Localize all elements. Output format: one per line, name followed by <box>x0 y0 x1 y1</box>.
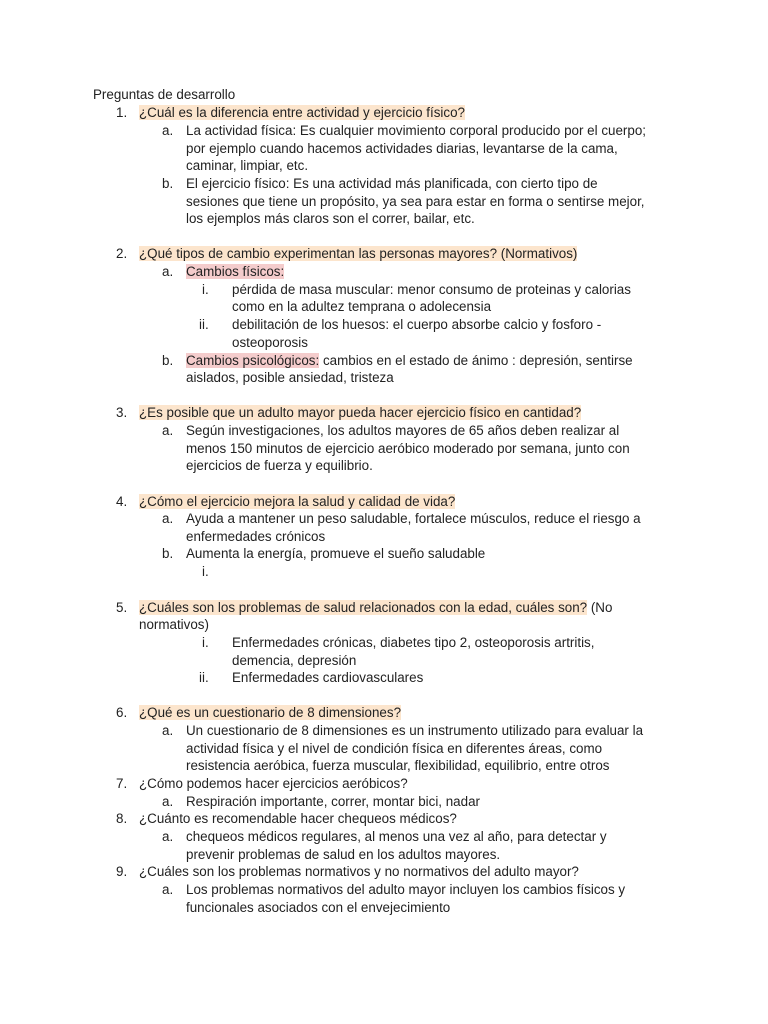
answer-line: Los problemas normativos del adulto mayor incluyen los cambios físicos y <box>186 882 626 897</box>
question-text <box>139 404 581 422</box>
answer-line: osteoporosis <box>232 335 308 350</box>
answer-line: caminar, limpiar, etc. <box>186 158 309 173</box>
question-text <box>139 599 612 617</box>
answer-line: Enfermedades cardiovasculares <box>232 670 424 685</box>
question-text <box>139 704 401 722</box>
item-marker: b. <box>162 546 174 561</box>
answer-line: Según investigaciones, los adultos mayores de 65 años deben realizar al <box>186 423 620 438</box>
item-marker: a. <box>162 511 174 526</box>
item-marker: a. <box>162 882 174 897</box>
question-number: 8. <box>116 811 128 826</box>
answer-line: La actividad física: Es cualquier movimiento corporal producido por el cuerpo; <box>186 123 646 138</box>
item-marker: a. <box>162 794 174 809</box>
answer-line: debilitación de los huesos: el cuerpo absorbe calcio y fosforo - <box>232 317 602 332</box>
question-highlight: ¿Qué es un cuestionario de 8 dimensiones? <box>139 705 402 720</box>
sub-item-marker: ii. <box>199 317 209 332</box>
question-highlight: ¿Cuál es la diferencia entre actividad y ejercicio físico? <box>139 105 465 120</box>
item-marker: b. <box>162 353 174 368</box>
answer-line: Enfermedades crónicas, diabetes tipo 2, osteoporosis artritis, <box>232 635 595 650</box>
answer-line: como en la adultez temprana o adolecensia <box>232 299 492 314</box>
question-highlight: ¿Cómo el ejercicio mejora la salud y calidad de vida? <box>139 494 456 509</box>
answer-line: sesiones que tiene un propósito, ya sea para estar en forma o sentirse mejor, <box>186 194 645 209</box>
question-number: 4. <box>116 494 128 509</box>
question-text: ¿Cuánto es recomendable hacer chequeos médicos? <box>139 811 457 826</box>
page-title: Preguntas de desarrollo <box>93 87 236 102</box>
item-marker: a. <box>162 423 174 438</box>
question-text <box>139 104 465 122</box>
item-marker: a. <box>162 264 174 279</box>
answer-line: El ejercicio físico: Es una actividad más planificada, con cierto tipo de <box>186 176 598 191</box>
answer-line: Un cuestionario de 8 dimensiones es un instrumento utilizado para evaluar la <box>186 723 644 738</box>
answer-line: Aumenta la energía, promueve el sueño saludable <box>186 546 486 561</box>
label-highlight: Cambios físicos: <box>186 264 285 279</box>
label-highlight: Cambios psicológicos: <box>186 353 320 368</box>
answer-label <box>186 263 284 281</box>
answer-line: aislados, posible ansiedad, tristeza <box>186 370 394 385</box>
answer-line: resistencia aeróbica, fuerza muscular, flexibilidad, equilibrio, entre otros <box>186 758 610 773</box>
question-text <box>139 245 577 263</box>
answer-line: demencia, depresión <box>232 653 357 668</box>
question-number: 7. <box>116 776 128 791</box>
question-text: ¿Cuáles son los problemas normativos y no normativos del adulto mayor? <box>139 864 579 879</box>
question-highlight: ¿Cuáles son los problemas de salud relacionados con la edad, cuáles son? <box>139 600 588 615</box>
question-highlight: ¿Es posible que un adulto mayor pueda hacer ejercicio físico en cantidad? <box>139 405 582 420</box>
sub-item-marker: i. <box>202 564 209 579</box>
question-number: 2. <box>116 246 128 261</box>
question-text: ¿Cómo podemos hacer ejercicios aeróbicos? <box>139 776 408 791</box>
question-number: 3. <box>116 405 128 420</box>
question-number: 5. <box>116 600 128 615</box>
question-number: 6. <box>116 705 128 720</box>
item-marker: b. <box>162 176 174 191</box>
sub-item-marker: i. <box>202 282 209 297</box>
answer-line: chequeos médicos regulares, al menos una vez al año, para detectar y <box>186 829 607 844</box>
question-number: 9. <box>116 864 128 879</box>
question-highlight: ¿Qué tipos de cambio experimentan las personas mayores? (Normativos) <box>139 246 578 261</box>
answer-line: actividad física y el nivel de condición física en diferentes áreas, como <box>186 741 603 756</box>
question-suffix: (No <box>587 600 613 615</box>
item-marker: a. <box>162 829 174 844</box>
answer-line: por ejemplo cuando hacemos actividades diarias, levantarse de la cama, <box>186 141 618 156</box>
answer-line: pérdida de masa muscular: menor consumo de proteinas y calorias <box>232 282 631 297</box>
sub-item-marker: i. <box>202 635 209 650</box>
answer-text: cambios en el estado de ánimo : depresión, sentirse <box>319 353 633 368</box>
answer-line: ejercicios de fuerza y equilibrio. <box>186 458 373 473</box>
answer-line: prevenir problemas de salud en los adultos mayores. <box>186 847 501 862</box>
answer-line: los ejemplos más claros son el correr, bailar, etc. <box>186 211 475 226</box>
answer-line: Respiración importante, correr, montar bici, nadar <box>186 794 480 809</box>
answer-line: funcionales asociados con el envejecimiento <box>186 900 451 915</box>
question-text: normativos) <box>139 617 209 632</box>
answer-line: Ayuda a mantener un peso saludable, fortalece músculos, reduce el riesgo a <box>186 511 641 526</box>
answer-line <box>186 352 633 370</box>
item-marker: a. <box>162 723 174 738</box>
sub-item-marker: ii. <box>199 670 209 685</box>
question-number: 1. <box>116 105 128 120</box>
question-text <box>139 493 455 511</box>
answer-line: menos 150 minutos de ejercicio aeróbico moderado por semana, junto con <box>186 441 630 456</box>
answer-line: enfermedades crónicos <box>186 529 326 544</box>
item-marker: a. <box>162 123 174 138</box>
